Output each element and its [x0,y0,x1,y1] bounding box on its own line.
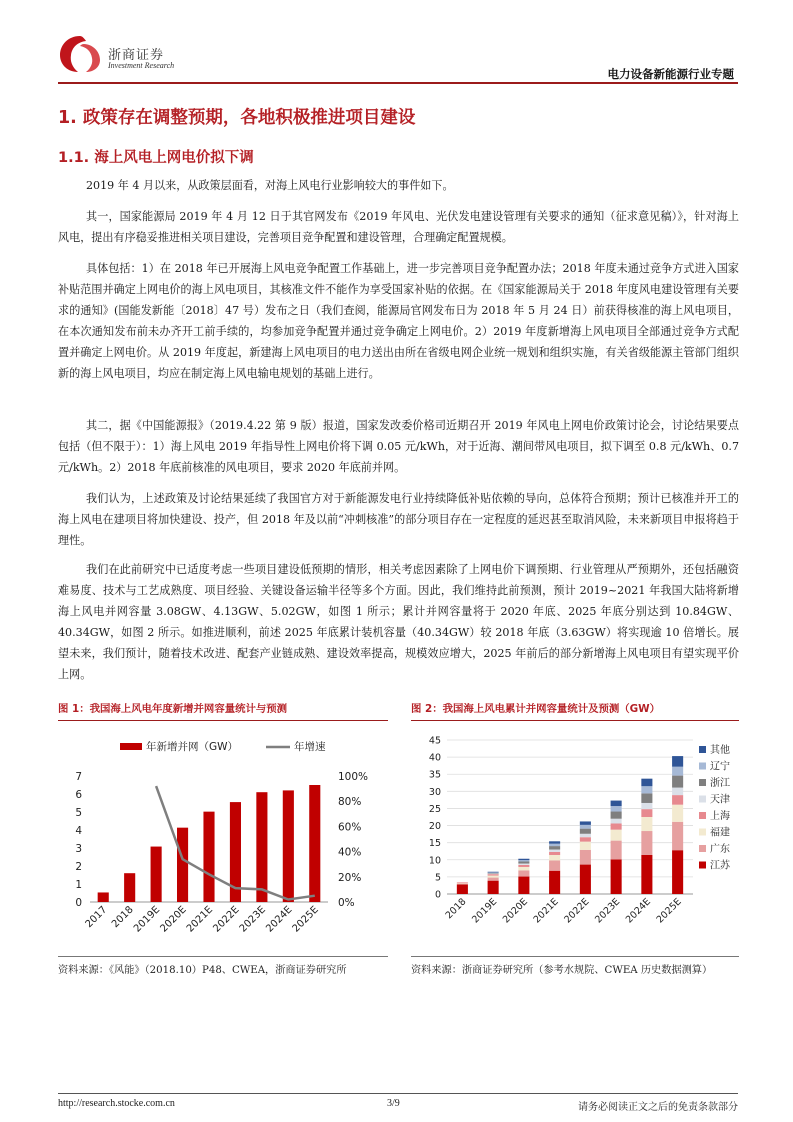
stack-2022E-福建 [580,842,591,850]
legend-label-bar: 年新增并网（GW） [146,741,239,753]
stack-2023E-广东 [611,841,622,860]
paragraph-5: 我们认为，上述政策及讨论结果延续了我国官方对于新能源发电行业持续降低补贴依赖的导向，总体符合预期；预计已核准并开工的海上风电在建项目将加快建设、投产，但 2018 年及以前“冲刺核准”的部分项目存在一定程度的延迟甚至取消风险，未来新项目申报将趋于理性。 [58,492,739,547]
right-axis-tick: 60% [338,821,362,834]
x-tick-2017: 2017 [83,904,110,931]
stack-2019E-天津 [488,873,499,874]
y-axis-tick: 40 [428,752,441,764]
stack-2020E-江苏 [518,877,529,894]
y-axis-tick: 0 [434,889,441,901]
stack-2023E-浙江 [611,812,622,819]
stack-2024E-上海 [641,809,652,817]
stack-2024E-辽宁 [641,786,652,793]
right-axis-tick: 80% [338,796,362,809]
y-axis-tick: 45 [428,735,441,747]
stack-2023E-上海 [611,824,622,830]
x-tick-2024E: 2024E [264,904,295,935]
stack-2022E-江苏 [580,865,591,894]
stack-2022E-天津 [580,834,591,837]
bar-2023E [256,792,267,902]
x-tick-2018: 2018 [443,896,469,922]
left-axis-tick: 5 [75,807,82,819]
x-tick-2019E: 2019E [470,896,500,926]
legend-swatch-辽宁 [699,763,706,770]
stack-2025E-福建 [672,805,683,822]
x-tick-2020E: 2020E [500,896,530,926]
x-tick-2021E: 2021E [531,896,561,926]
bar-2020E [177,828,188,902]
stack-2023E-福建 [611,830,622,841]
figure2-bottom-rule [411,956,739,957]
legend-label-上海: 上海 [710,811,730,822]
right-axis-tick: 0% [338,897,355,909]
figure2-source: 资料来源：浙商证券研究所（参考水规院、CWEA 历史数据测算） [411,965,713,976]
footer-url-link[interactable]: http://research.stocke.com.cn [58,1098,175,1109]
y-axis-tick: 15 [428,838,441,850]
bar-2018 [124,873,135,902]
legend-swatch-广东 [699,845,706,852]
y-axis-tick: 10 [428,855,441,867]
logo-text-en: Investment Research [108,61,175,70]
stack-2023E-辽宁 [611,806,622,811]
paragraph-1: 2019 年 4 月以来，从政策层面看，对海上风电行业影响较大的事件如下。 [86,179,454,192]
stack-2022E-上海 [580,837,591,841]
legend-swatch-江苏 [699,862,706,869]
legend-swatch-福建 [699,829,706,836]
paragraph-2: 其一，国家能源局 2019 年 4 月 12 日于其官网发布《2019 年风电、光伏发电建设管理有关要求的通知（征求意见稿）》，针对海上风电，提出有序稳妥推进相关项目建设，完善项目竞争配置和建设管理，合理确定配置规模。 [58,210,739,244]
stack-2025E-广东 [672,822,683,850]
section-heading: 1. 政策存在调整预期，各地积极推进项目建设 [58,108,416,128]
stack-2023E-其他 [611,801,622,806]
figure2-chart [411,724,739,952]
x-tick-2019E: 2019E [131,904,163,935]
x-tick-2024E: 2024E [623,896,653,926]
paragraph-6: 我们在此前研究中已适度考虑一些项目建设低预期的情形，相关考虑因素除了上网电价下调预期、行业管理从严预期外，还包括融资难易度、技术与工艺成熟度、项目经验、关键设备运输半径等多个方面。因此，我们维持此前预测，预计 2019~2021 年我国大陆将新增海上风电并网容量 3.08GW、4.13GW、5.02GW，如图 1 所示；累计并网容量将于 2020 年底、2025 年底分别达到 10.84GW、40.34GW，如图 2 所示。如推进顺利，前述 2025 年底累计装机容量（40.34GW）较 2018 年底（3.63GW）将实现逾 10 倍增长。展望未来，我们预计，随着技术改进、配套产业链成熟、建设效率提高，规模效应增大，2025 年前后的部分新增海上风电项目有望实现平价上网。 [58,563,739,681]
legend-label-江苏: 江苏 [710,860,730,872]
legend-label-其他: 其他 [710,745,730,756]
stack-2020E-其他 [518,859,529,860]
figure1-top-rule [58,720,388,721]
stack-2024E-天津 [641,803,652,809]
left-axis-tick: 3 [75,843,82,855]
y-axis-tick: 25 [428,803,441,815]
x-tick-2018: 2018 [110,904,136,931]
stack-2019E-江苏 [488,881,499,894]
x-tick-2023E: 2023E [593,896,623,926]
x-tick-2025E: 2025E [654,896,684,926]
stack-2018-福建 [457,883,468,884]
paragraph-3: 具体包括：1）在 2018 年已开展海上风电竞争配置工作基础上，进一步完善项目竞争配置办法；2018 年度未通过竞争方式进入国家补贴范围并确定上网电价的海上风电项目，其核准文件不能作为享受国家补贴的依据。在《国家能源局关于 2018 年度风电建设管理有关要求的通知》(国能发新能〔2018〕47 号）发布之日（我们查阅，能源局官网发布日为 2018 年 5 月 24 日）前获得核准的海上风电项目，在本次通知发布前未办齐开工前手续的，均参加竞争配置并通过竞争确定上网电价。2）2019 年度新增海上风电项目全部通过竞争方式配置并确定上网电价。从 2019 年度起，新建海上风电项目的电力送出由所在省级电网企业统一规划和组织实施，有关省级能源主管部门组织新的海上风电项目，均应在制定海上风电输电规划的基础上进行。 [58,262,739,380]
stack-2024E-福建 [641,817,652,831]
logo-mark-icon [58,34,104,74]
stack-2022E-浙江 [580,829,591,834]
figure1-bottom-rule [58,956,388,957]
page-header [58,30,738,82]
left-axis-tick: 6 [75,789,82,801]
bar-2017 [98,892,109,902]
legend-label-line: 年增速 [294,741,326,753]
bar-2024E [283,790,294,902]
y-axis-tick: 30 [428,786,441,798]
y-axis-tick: 20 [428,821,441,833]
stack-2018-上海 [457,882,468,883]
legend-swatch-天津 [699,796,706,803]
legend-label-福建: 福建 [710,827,730,839]
stack-2020E-福建 [518,867,529,870]
stack-2019E-上海 [488,874,499,875]
stack-2025E-其他 [672,756,683,767]
stack-2019E-浙江 [488,873,499,874]
page-number: 3/9 [387,1098,400,1109]
left-axis-tick: 4 [75,825,82,837]
stack-2025E-天津 [672,788,683,796]
left-axis-tick: 2 [75,861,82,873]
stack-2021E-江苏 [549,871,560,894]
legend-label-天津: 天津 [710,794,730,806]
figure2-title: 图 2：我国海上风电累计并网容量统计及预测（GW） [411,703,661,715]
stack-2020E-浙江 [518,861,529,863]
stack-2025E-辽宁 [672,767,683,776]
stack-2021E-广东 [549,860,560,870]
stack-2021E-辽宁 [549,844,560,846]
legend-swatch-bar [120,743,142,750]
x-tick-2021E: 2021E [184,904,216,935]
stack-2022E-其他 [580,821,591,824]
stack-2023E-江苏 [611,859,622,894]
stack-2021E-天津 [549,850,560,852]
legend-swatch-浙江 [699,779,706,786]
x-tick-2022E: 2022E [211,904,242,935]
footer-disclaimer: 请务必阅读正文之后的免责条款部分 [578,1102,738,1113]
legend-swatch-其他 [699,746,706,753]
stack-2021E-浙江 [549,846,560,849]
y-axis-tick: 5 [434,872,441,884]
left-axis-tick: 1 [75,879,82,891]
paragraph-4: 其二，据《中国能源报》（2019.4.22 第 9 版）报道，国家发改委价格司近期召开 2019 年风电上网电价政策讨论会，讨论结果要点包括（但不限于）：1）海上风电 2019 年指导性上网电价将下调 0.05 元/kWh，对于近海、潮间带风电项目，拟下调至 0.8 元/kWh、0.7 元/kWh。2）2018 年底前核准的风电项目，要求 2020 年底前并网。 [58,419,739,474]
bar-2019E [151,847,162,902]
left-axis-tick: 7 [75,771,82,783]
subsection-heading: 1.1. 海上风电上网电价拟下调 [58,150,254,166]
x-tick-2022E: 2022E [562,896,592,926]
logo-text-cn: 浙商证券 [108,48,165,63]
y-axis-tick: 35 [428,769,441,781]
stack-2024E-浙江 [641,793,652,803]
header-divider [58,82,738,84]
stack-2019E-其他 [488,872,499,873]
legend-label-广东: 广东 [710,844,730,855]
stack-2025E-江苏 [672,850,683,894]
stack-2025E-浙江 [672,776,683,788]
figure1-title: 图 1：我国海上风电年度新增并网容量统计与预测 [58,703,288,715]
stack-2021E-上海 [549,852,560,855]
stack-2021E-福建 [549,855,560,860]
bar-2021E [203,812,214,902]
stack-2020E-广东 [518,870,529,876]
stack-2019E-广东 [488,878,499,881]
legend-swatch-上海 [699,812,706,819]
stack-2024E-江苏 [641,855,652,894]
stack-2018-江苏 [457,884,468,894]
stack-2024E-广东 [641,831,652,855]
stack-2020E-天津 [518,864,529,865]
stack-2022E-广东 [580,850,591,865]
stack-2019E-福建 [488,876,499,878]
stack-2025E-上海 [672,795,683,805]
right-axis-tick: 100% [338,771,369,783]
right-axis-tick: 40% [338,846,362,859]
footer-divider [58,1093,738,1094]
right-axis-tick: 20% [338,871,362,884]
stack-2021E-其他 [549,841,560,843]
stack-2022E-辽宁 [580,825,591,829]
logo [58,34,188,74]
x-tick-2023E: 2023E [237,904,269,935]
left-axis-tick: 0 [75,897,82,909]
stack-2024E-其他 [641,779,652,787]
x-tick-2020E: 2020E [158,904,189,935]
figure1-chart [58,724,388,952]
figure1-source: 资料来源：《风能》（2018.10）P48、CWEA，浙商证券研究所 [58,965,347,976]
stack-2020E-上海 [518,865,529,867]
figure2-top-rule [411,720,739,721]
stack-2020E-辽宁 [518,860,529,861]
legend-label-浙江: 浙江 [710,778,730,789]
x-tick-2025E: 2025E [290,904,321,935]
report-type: 电力设备新能源行业专题 [607,67,734,81]
stack-2023E-天津 [611,819,622,824]
legend-label-辽宁: 辽宁 [710,761,730,773]
bar-2025E [309,785,320,902]
